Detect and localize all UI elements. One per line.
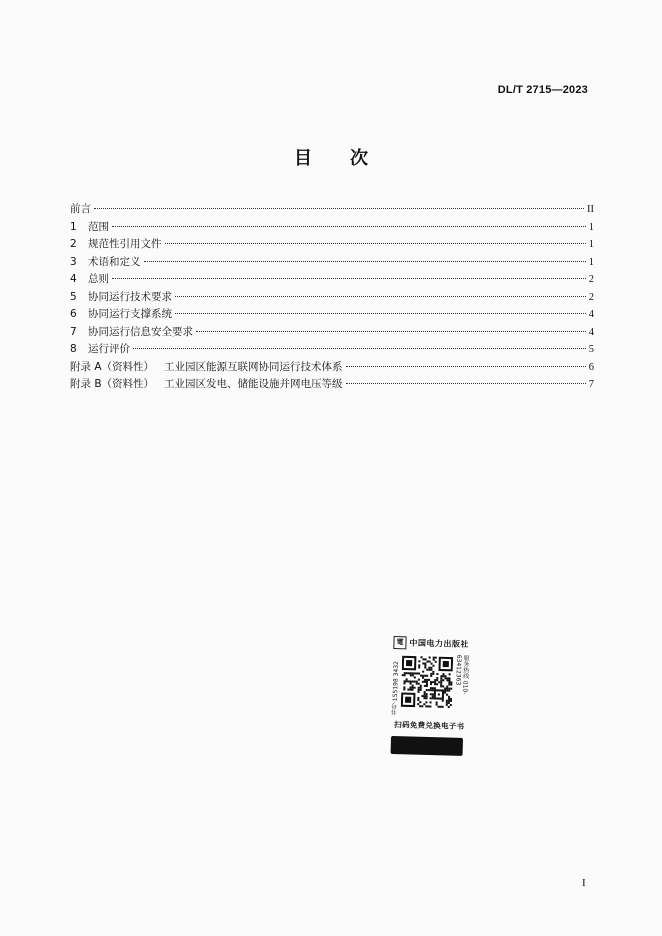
qr-sticker — [390, 633, 469, 767]
toc-entry-label: 附录 A（资料性） — [70, 360, 155, 373]
toc-entry-number: 7 — [70, 325, 77, 338]
toc-entry[interactable] — [70, 324, 594, 342]
toc-entry[interactable] — [70, 289, 594, 307]
toc-title-char: 次 — [350, 148, 368, 169]
toc-entry-sublabel: 工业园区发电、储能设施并网电压等级 — [164, 378, 343, 390]
qr-caption: 扫码免费兑换电子书 — [394, 720, 465, 731]
toc-title-char: 目 — [294, 148, 312, 169]
toc-leader-dots — [175, 296, 586, 297]
toc-entry-page: 1 — [588, 239, 594, 250]
standard-code: DL/T 2715—2023 — [497, 84, 588, 96]
toc-leader-dots — [144, 261, 586, 262]
toc-leader-dots — [165, 243, 586, 244]
toc-entry-page: 2 — [588, 274, 594, 285]
toc-entry-label: 协同运行信息安全要求 — [88, 325, 193, 338]
qr-code-icon[interactable] — [401, 653, 453, 710]
toc-entry[interactable] — [70, 201, 594, 219]
toc-entry[interactable] — [70, 219, 594, 237]
toc-entry-page: II — [587, 204, 594, 215]
publisher-name: 中国电力出版社 — [409, 636, 470, 649]
toc-entry[interactable] — [70, 376, 594, 394]
toc-leader-dots — [112, 278, 586, 279]
toc-leader-dots — [346, 383, 586, 384]
toc-entry-page: 7 — [588, 379, 594, 390]
toc-leader-dots — [112, 226, 586, 227]
toc-entry-label: 前言 — [70, 203, 91, 215]
toc-entry-label: 总则 — [88, 273, 109, 285]
toc-entry-label: 协同运行技术要求 — [88, 290, 172, 303]
hotline-side-text: 服务热线 010-63412363 — [454, 654, 470, 695]
toc-entry[interactable] — [70, 306, 594, 324]
page-number: I — [582, 877, 586, 889]
publisher-logo-icon: 電 — [393, 636, 406, 649]
publisher-header — [393, 633, 469, 653]
toc-leader-dots — [346, 366, 586, 367]
toc-entry-page: 4 — [588, 309, 594, 320]
toc-entry-label: 协同运行支撑系统 — [88, 308, 172, 320]
toc-entry-page: 2 — [588, 291, 594, 303]
toc-leader-dots — [94, 208, 584, 209]
toc-entry[interactable] — [70, 359, 594, 377]
toc-leader-dots — [175, 313, 586, 314]
toc-title — [0, 144, 662, 170]
toc-leader-dots — [133, 348, 586, 349]
toc-entry-page: 5 — [588, 344, 594, 355]
toc-entry-sublabel: 工业园区能源互联网协同运行技术体系 — [164, 360, 343, 373]
toc-entry-label: 运行评价 — [88, 343, 130, 355]
toc-entry-number: 1 — [70, 220, 77, 233]
toc-leader-dots — [196, 331, 586, 332]
toc-entry-page: 1 — [588, 256, 594, 268]
qr-row — [392, 653, 470, 717]
toc-entry-label: 规范性引用文件 — [88, 238, 162, 250]
isbn-side-text: 书号·155198 3432 — [391, 661, 401, 716]
toc-entry-page: 4 — [588, 326, 594, 338]
toc-entry-number: 2 — [70, 238, 77, 250]
toc-entry-number: 3 — [70, 255, 77, 268]
toc-entry-label: 附录 B（资料性） — [70, 378, 155, 390]
toc-entry-page: 1 — [588, 221, 594, 233]
toc-entry-number: 4 — [70, 273, 77, 285]
toc-entry-page: 6 — [588, 361, 594, 373]
toc-entry[interactable] — [70, 271, 594, 289]
toc-list — [70, 201, 594, 394]
toc-entry-number: 8 — [70, 343, 77, 355]
toc-entry[interactable] — [70, 236, 594, 254]
toc-entry[interactable] — [70, 341, 594, 359]
toc-entry-number: 5 — [70, 290, 77, 303]
toc-entry-number: 6 — [70, 308, 77, 320]
scratch-off-code[interactable] — [391, 736, 463, 756]
toc-entry-label: 术语和定义 — [88, 255, 141, 268]
toc-entry-label: 范围 — [88, 220, 109, 233]
toc-entry[interactable] — [70, 254, 594, 272]
